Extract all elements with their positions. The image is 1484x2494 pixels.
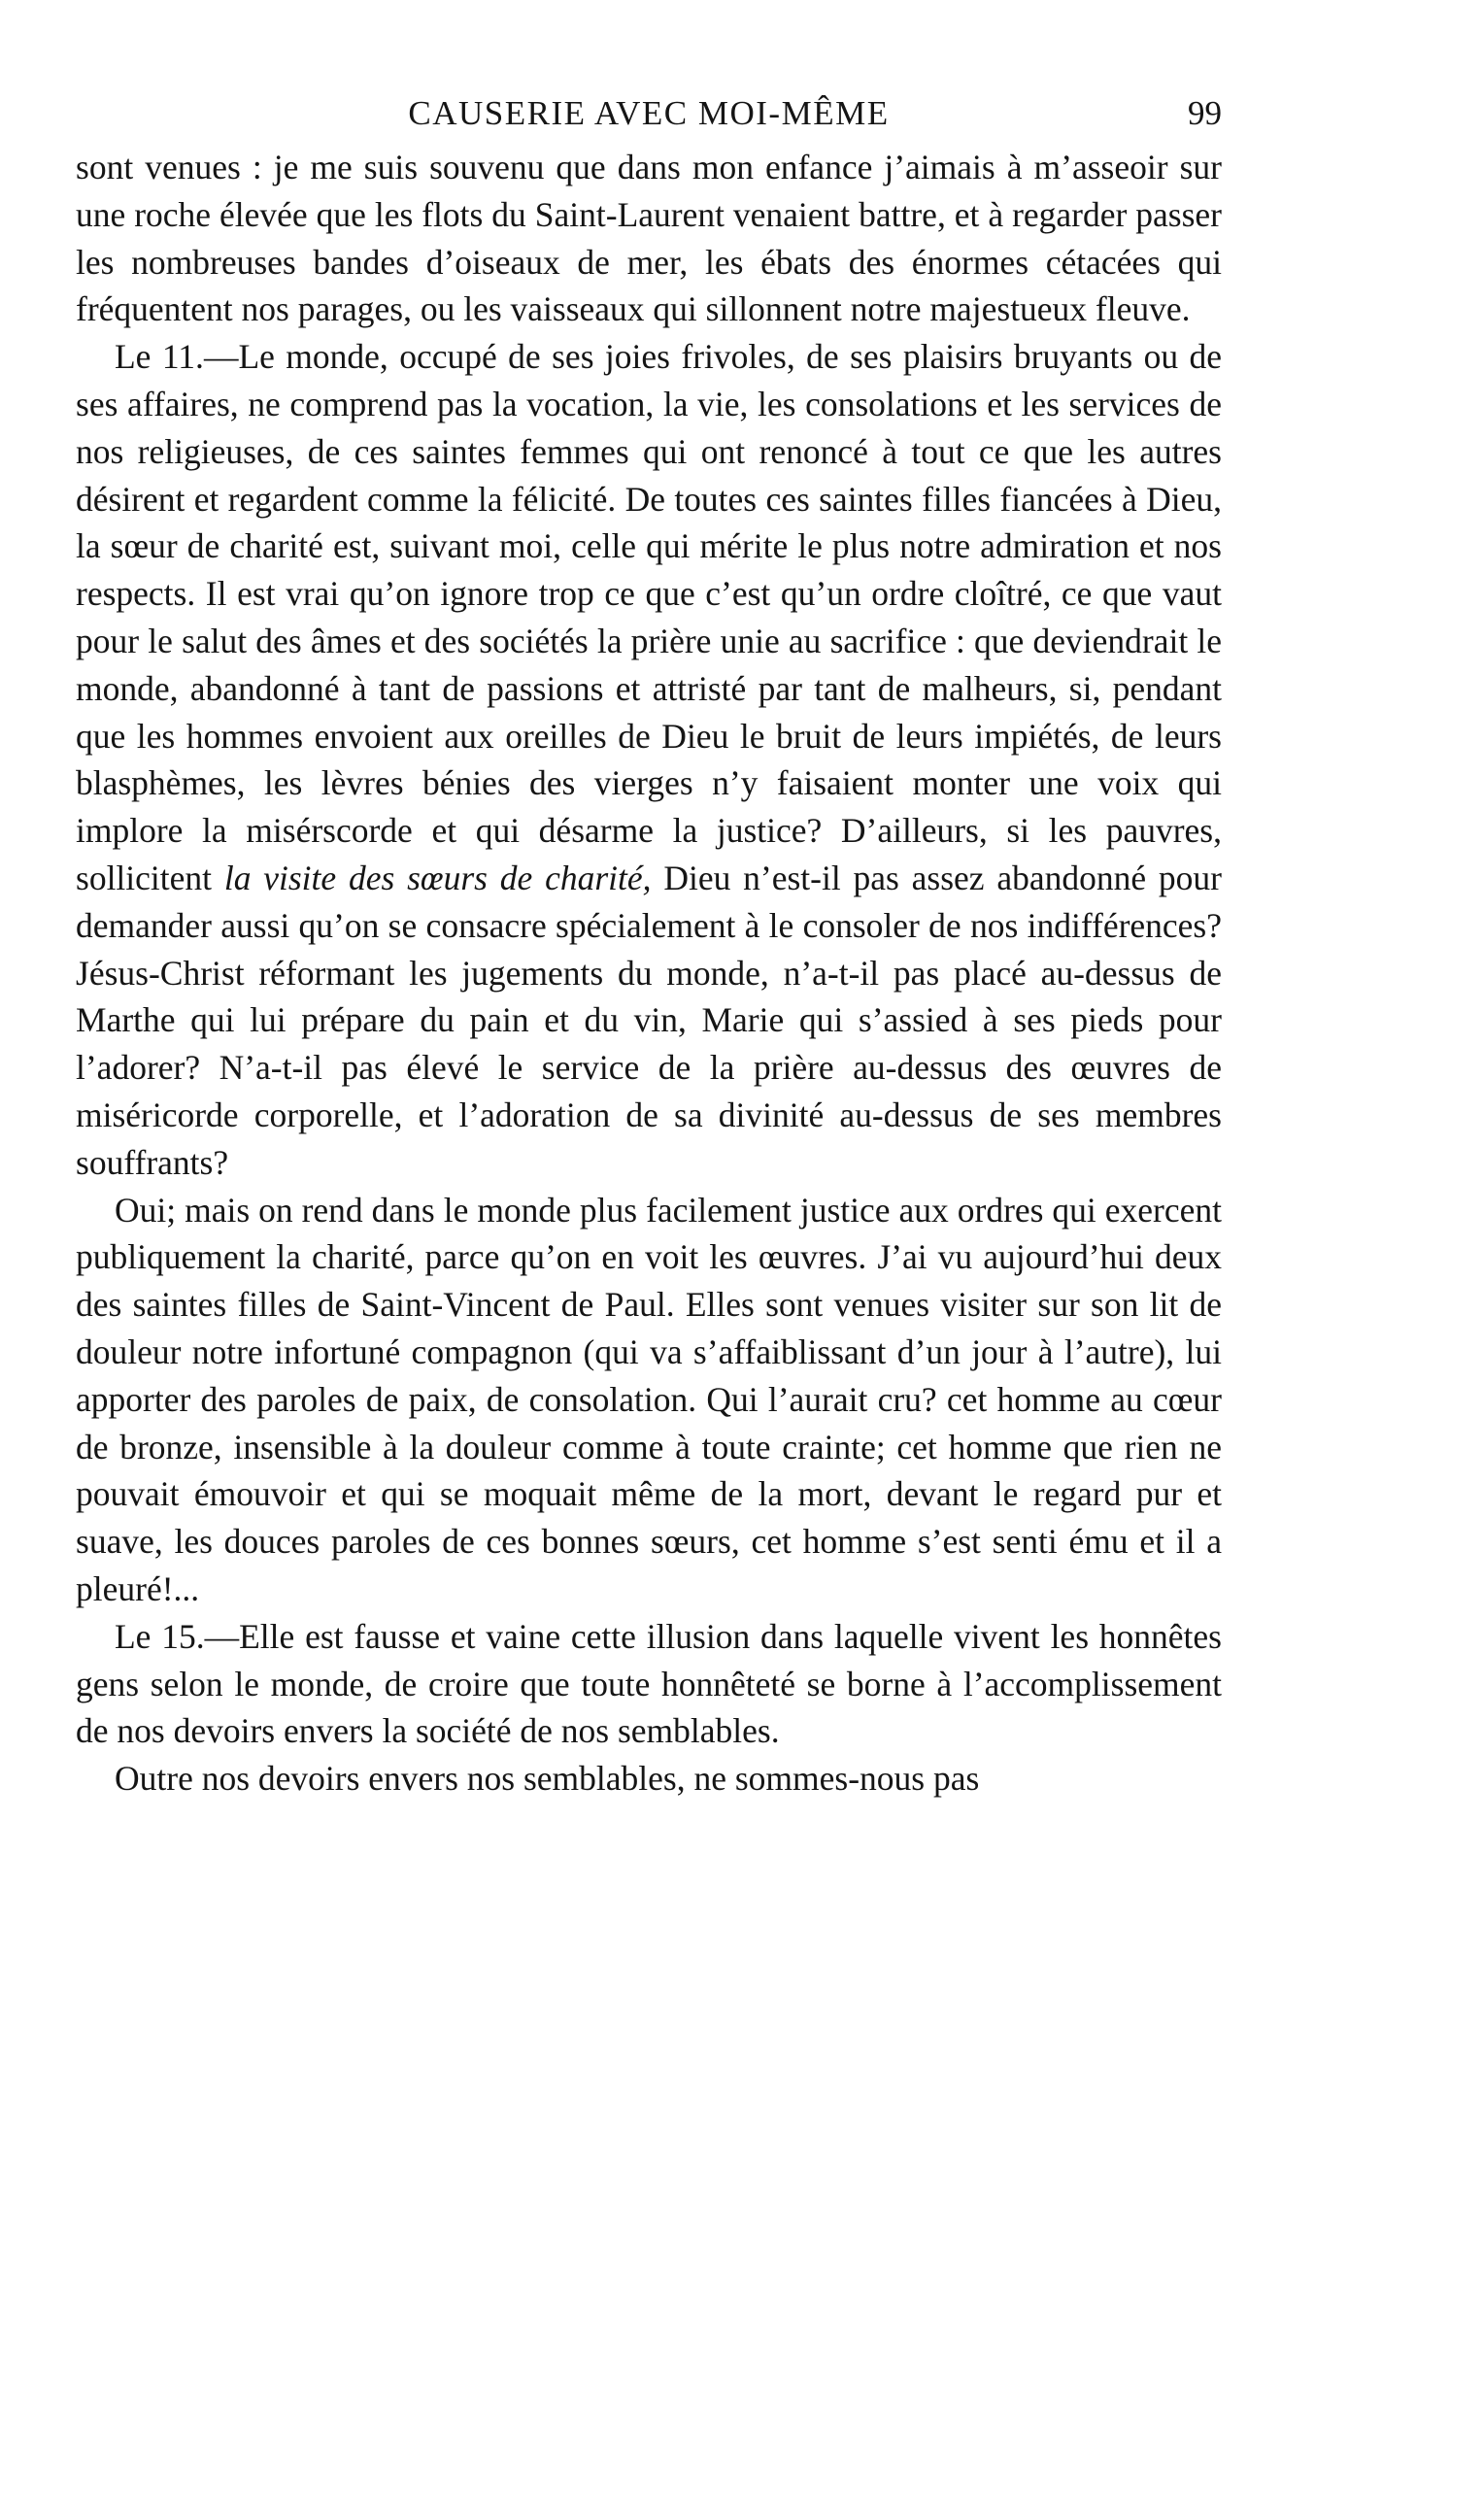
page-number: 99	[1188, 94, 1222, 132]
paragraph-5	[76, 1755, 1222, 1803]
italic-phrase: la visite des sœurs de charité,	[223, 858, 652, 897]
paragraph-text: Outre nos devoirs envers nos semblables, ne sommes-nous pas	[115, 1759, 980, 1799]
paragraph-text: sont venues : je me suis souvenu que dans mon enfance j’aimais à m’asseoir sur une roche élevée que les flots du Saint-Laurent venaient battre, et à regarder passer les nombreuses bandes d’oiseaux de mer, les ébats des énormes cétacées qui fréquentent nos parages, ou les vaisseaux qui sillonnent notre majestueux fleuve.	[76, 148, 1222, 329]
paragraph-2	[76, 333, 1222, 1186]
running-head	[76, 89, 1222, 138]
paragraph-text: Dieu n’est-il pas assez abandonné pour demander aussi qu’on se consacre spécialement à le consoler de nos indifférences? Jésus-Christ réformant les jugements du monde, n’a-t-il pas placé au-dessus de Marthe qui lui prépare du pain et du vin, Marie qui s’assied à ses pieds pour l’adorer? N’a-t-il pas élevé le service de la prière au-dessus des œuvres de miséricorde corporelle, et l’adoration de sa divinité au-dessus de ses membres souffrants?	[76, 858, 1222, 1182]
paragraph-3	[76, 1187, 1222, 1613]
paragraph-text: —Elle est fausse et vaine cette illusion dans laquelle vivent les honnêtes gens selon le monde, de croire que toute honnêteté se borne à l’accomplissement de nos devoirs envers la société de nos semblables.	[76, 1616, 1222, 1751]
paragraph-text: Oui; mais on rend dans le monde plus facilement justice aux ordres qui exercent publiquement la charité, parce qu’on en voit les œuvres. J’ai vu aujourd’hui deux des saintes filles de Saint-Vincent de Paul. Elles sont venues visiter sur son lit de douleur notre infortuné compagnon (qui va s’affaiblissant d’un jour à l’autre), lui apporter des paroles de paix, de consolation. Qui l’aurait cru? cet homme au cœur de bronze, insensible à la douleur comme à toute crainte; cet homme que rien ne pouvait émouvoir et qui se moquait même de la mort, devant le regard pur et suave, les douces paroles de ces bonnes sœurs, cet homme s’est senti ému et il a pleuré!...	[76, 1190, 1222, 1608]
date-marker: Le 11.	[115, 337, 204, 377]
body-text	[76, 144, 1222, 1803]
date-marker: Le 15.	[115, 1616, 205, 1656]
paragraph-1	[76, 144, 1222, 333]
paragraph-text: —Le monde, occupé de ses joies frivoles, de ses plaisirs bruyants ou de ses affaires, ne comprend pas la vocation, la vie, les consolations et les services de nos religieuses, de ces saintes femmes qui ont renoncé à tout ce que les autres désirent et regardent comme la félicité. De toutes ces saintes filles fiancées à Dieu, la sœur de charité est, suivant moi, celle qui mérite le plus notre admiration et nos respects. Il est vrai qu’on ignore trop ce que c’est qu’un ordre cloîtré, ce que vaut pour le salut des âmes et des sociétés la prière unie au sacrifice : que deviendrait le monde, abandonné à tant de passions et attristé par tant de malheurs, si, pendant que les hommes envoient aux oreilles de Dieu le bruit de leurs impiétés, de leurs blasphèmes, les lèvres bénies des vierges n’y faisaient monter une voix qui implore la misérscorde et qui désarme la justice? D’ailleurs, si les pauvres, sollicitent	[76, 337, 1223, 897]
running-title: CAUSERIE AVEC MOI-MÊME	[408, 94, 890, 132]
paragraph-4	[76, 1613, 1222, 1755]
